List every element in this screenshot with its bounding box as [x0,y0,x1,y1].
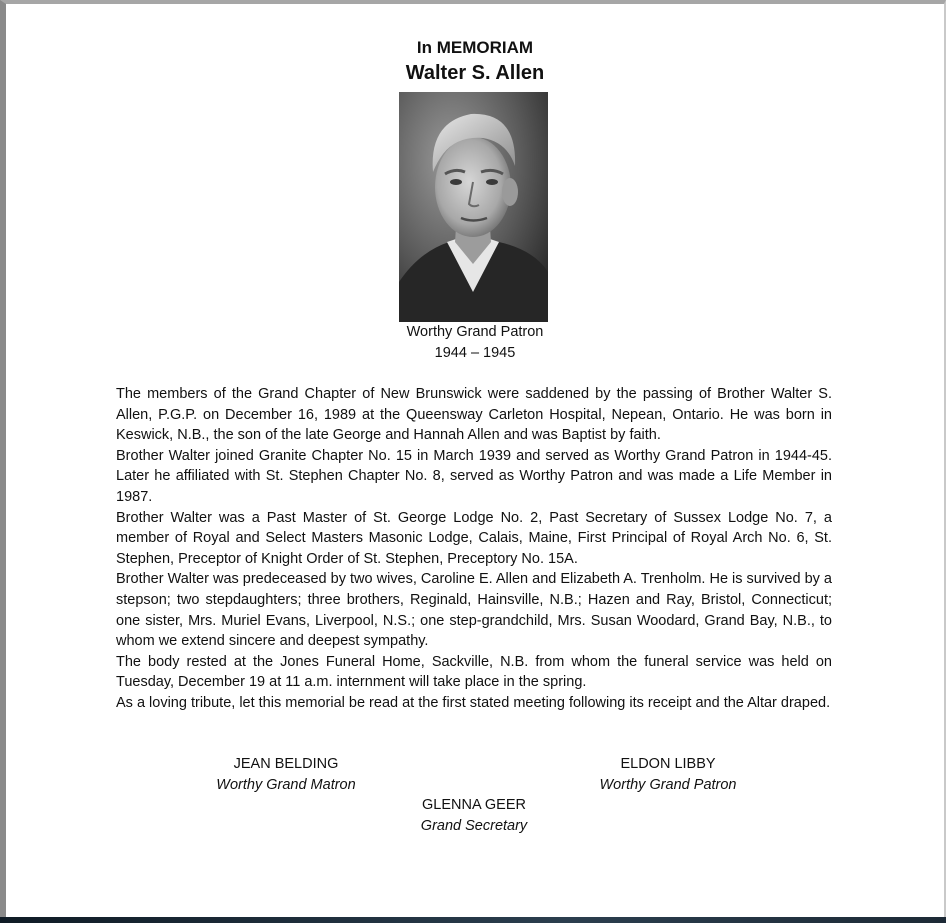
signature-right [568,754,768,796]
deceased-name: Walter S. Allen [405,62,545,84]
signatory-title: Worthy Grand Matron [216,777,356,793]
paragraph: Brother Walter was a Past Master of St. George Lodge No. 2, Past Secretary of Sussex Lodge No. 7, a member of Royal and Select Masters Masonic Lodge, Calais, Maine, First Principal of Royal Arch No. 6, St. Stephen, Preceptor of Knight Order of St. Stephen, Preceptory No. 15A. [116,509,832,567]
portrait-photo [399,92,548,322]
caption-years: 1944 – 1945 [434,345,516,361]
signatory-name: JEAN BELDING [233,756,339,772]
memorial-body [116,384,832,714]
signature-left [186,754,386,796]
window-bottom-edge [0,917,946,923]
memoriam-heading: In MEMORIAM [416,38,534,57]
paragraph: Brother Walter was predeceased by two wives, Caroline E. Allen and Elizabeth A. Trenholm. He is survived by a stepson; two stepdaughters; three brothers, Reginald, Hainsville, N.B.; Hazen and Ray, Bristol, Connecticut; one sister, Mrs. Muriel Evans, Liverpool, N.S.; one step-grandchild, Mrs. Susan Woodard, Grand Bay, N.B., to whom we extend sincere and deepest sympathy. [116,571,832,650]
caption-role: Worthy Grand Patron [406,324,544,340]
photo-caption [6,322,944,364]
paragraph: The members of the Grand Chapter of New Brunswick were saddened by the passing of Brother Walter S. Allen, P.G.P. on December 16, 1989 at the Queensway Carleton Hospital, Nepean, Ontario. He was born in Keswick, N.B., the son of the late George and Hannah Allen and was Baptist by faith. [116,386,832,444]
paragraph: Brother Walter joined Granite Chapter No. 15 in March 1939 and served as Worthy Grand Patron in 1944-45. Later he affiliated with St. Stephen Chapter No. 8, served as Worthy Patron and was made a Life Member in 1987. [116,447,832,505]
signatory-name: GLENNA GEER [422,797,526,813]
paragraph: The body rested at the Jones Funeral Home, Sackville, N.B. from whom the funeral service was held on Tuesday, December 19 at 11 a.m. internment will take place in the spring. [116,653,832,691]
signature-center [374,795,574,837]
signatory-title: Worthy Grand Patron [599,777,737,793]
signatory-name: ELDON LIBBY [620,756,716,772]
paragraph: As a loving tribute, let this memorial be read at the first stated meeting following its receipt and the Altar draped. [116,694,831,711]
title-block [6,37,944,87]
signatory-title: Grand Secretary [420,818,528,834]
